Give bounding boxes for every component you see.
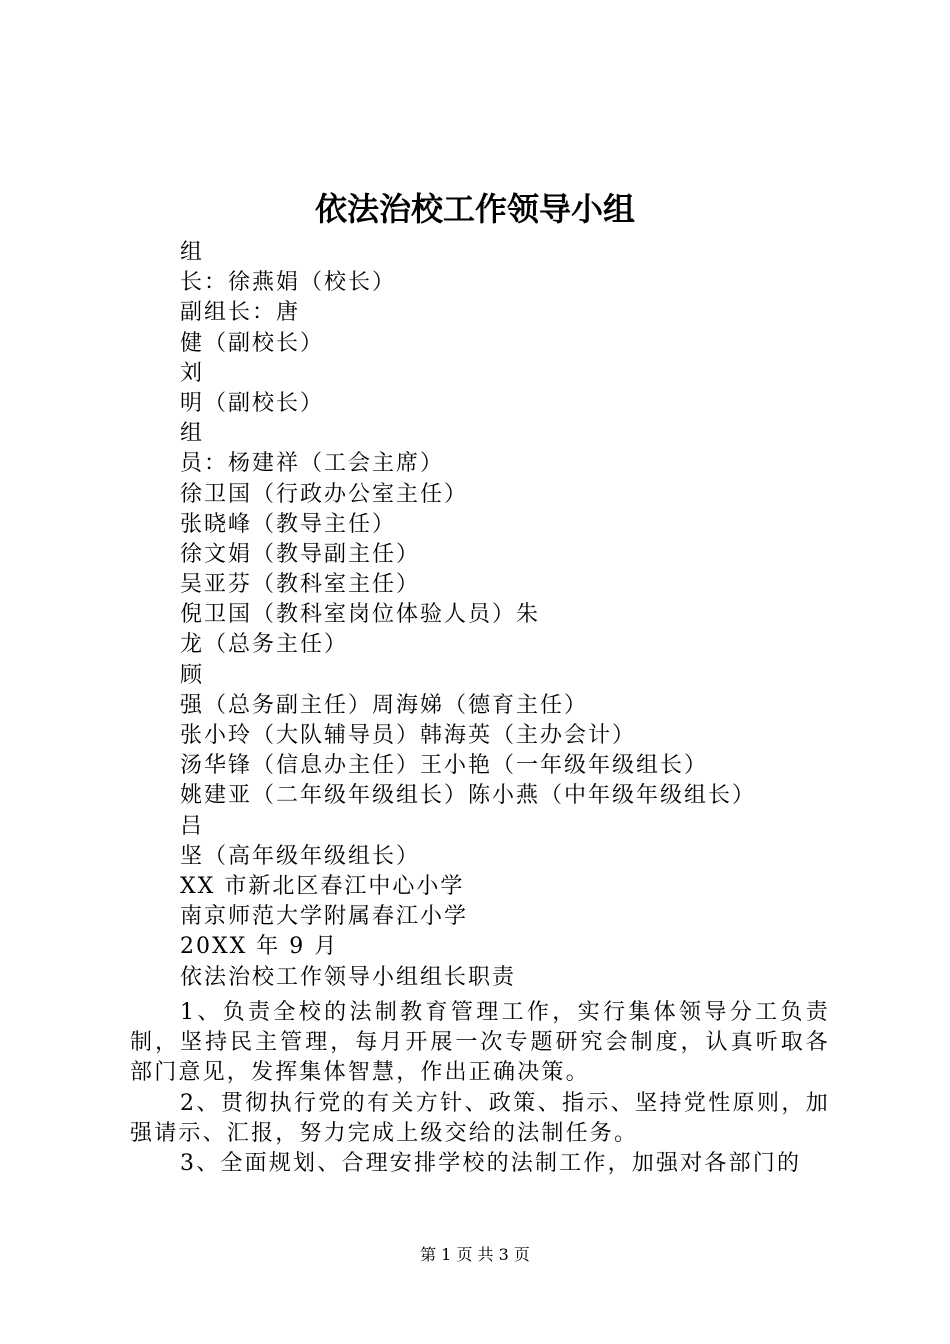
- list-line: 张晓峰（教导主任）: [180, 511, 397, 537]
- list-line: 明（副校长）: [180, 390, 325, 416]
- list-line: 健（副校长）: [180, 330, 325, 356]
- document-date: 20XX 年 9 月: [180, 934, 339, 960]
- list-line: 刘: [180, 360, 205, 386]
- list-line: 龙（总务主任）: [180, 632, 349, 658]
- list-line: 吴亚芬（教科室主任）: [180, 572, 421, 598]
- school-name: XX 市新北区春江中心小学: [180, 873, 465, 899]
- list-line: 倪卫国（教科室岗位体验人员）朱: [180, 602, 541, 628]
- duty-paragraph: 1、负责全校的法制教育管理工作，实行集体领导分工负责制，坚持民主管理，每月开展一次专题研究会制度，认真听取各部门意见，发挥集体智慧，作出正确决策。: [130, 1000, 830, 1086]
- list-line: 员：杨建祥（工会主席）: [180, 451, 445, 477]
- list-line: 副组长：唐: [180, 300, 301, 326]
- list-line: 组: [180, 240, 205, 265]
- list-line: 汤华锋（信息办主任）王小艳（一年级年级组长）: [180, 753, 709, 779]
- member-list: [180, 238, 840, 993]
- list-line: 组: [180, 421, 205, 447]
- list-line: 张小玲（大队辅导员）韩海英（主办会计）: [180, 723, 637, 748]
- list-line: 强（总务副主任）周海娣（德育主任）: [180, 692, 589, 718]
- list-line: 姚建亚（二年级年级组长）陈小燕（中年级年级组长）: [180, 783, 757, 809]
- list-line: 长：徐燕娟（校长）: [180, 270, 397, 296]
- school-name: 南京师范大学附属春江小学: [180, 904, 469, 930]
- list-line: 吕: [180, 813, 205, 839]
- list-line: 顾: [180, 662, 205, 688]
- list-line: 徐卫国（行政办公室主任）: [180, 481, 469, 507]
- page-footer: 第 1 页 共 3 页: [420, 1245, 530, 1264]
- page-title: 依法治校工作领导小组: [314, 190, 635, 228]
- list-line: 徐文娟（教导副主任）: [180, 541, 421, 567]
- section-heading: 依法治校工作领导小组组长职责: [180, 964, 517, 990]
- duties-section: [130, 998, 830, 1179]
- duty-paragraph: 2、贯彻执行党的有关方针、政策、指示、坚持党性原则，加强请示、汇报，努力完成上级交给的法制任务。: [130, 1090, 830, 1146]
- duty-paragraph: 3、全面规划、合理安排学校的法制工作，加强对各部门的: [180, 1151, 802, 1177]
- list-line: 坚（高年级年级组长）: [180, 843, 421, 869]
